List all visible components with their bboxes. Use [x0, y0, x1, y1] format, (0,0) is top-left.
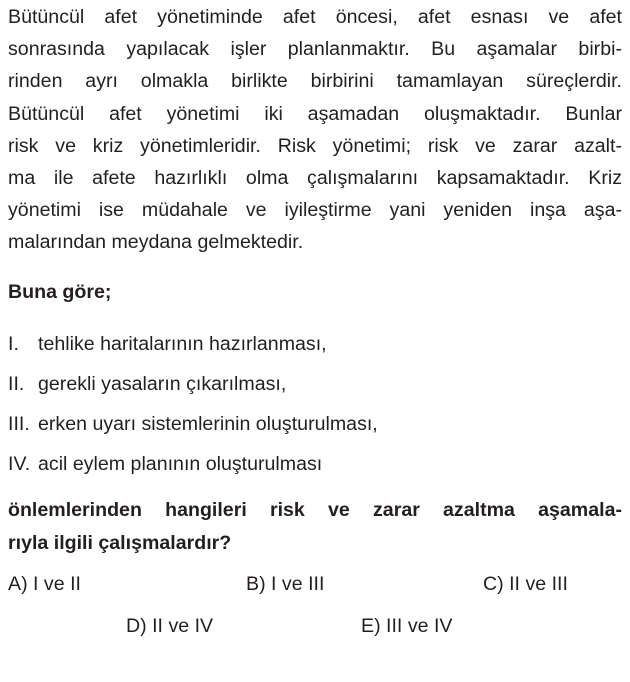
statement-numeral: III. — [8, 413, 30, 435]
passage-line: Bütüncül afet yönetimi iki aşamadan oluşmaktadır. Bunlar — [8, 102, 622, 125]
statement-item — [8, 368, 622, 408]
passage-line: rinden ayrı olmakla birlikte birbirini tamamlayan süreçlerdir. — [8, 70, 622, 93]
statement-list — [8, 328, 622, 489]
statement-item — [8, 448, 622, 488]
passage-paragraph — [8, 0, 622, 259]
lead-text: Buna göre; — [8, 280, 112, 303]
question-line: önlemlerinden hangileri risk ve zarar azaltma aşamala- — [8, 499, 622, 522]
passage-line: risk ve kriz yönetimleridir. Risk yönetimi; risk ve zarar azalt- — [8, 134, 622, 157]
option-c[interactable]: C) II ve III — [483, 572, 568, 595]
option-e[interactable]: E) III ve IV — [361, 614, 453, 637]
passage-line: Bütüncül afet yönetiminde afet öncesi, afet esnası ve afet — [8, 6, 622, 28]
statement-text: erken uyarı sistemlerinin oluşturulması, — [38, 413, 378, 435]
option-d[interactable]: D) II ve IV — [126, 614, 214, 637]
passage-line: yönetimi ise müdahale ve iyileştirme yani yeniden inşa aşa- — [8, 199, 622, 222]
question-stem — [8, 494, 622, 558]
option-a[interactable]: A) I ve II — [8, 572, 81, 595]
statement-text: tehlike haritalarının hazırlanması, — [38, 332, 327, 355]
statement-numeral: I. — [8, 332, 19, 355]
statement-text: acil eylem planının oluşturulması — [38, 453, 323, 476]
statement-numeral: II. — [8, 372, 25, 395]
passage-line: sonrasında yapılacak işler planlanmaktır. Bu aşamalar birbi- — [8, 38, 622, 61]
question-line: rıyla ilgili çalışmalardır? — [8, 531, 232, 554]
statement-item — [8, 408, 622, 448]
statement-text: gerekli yasaların çıkarılması, — [38, 372, 287, 395]
statement-item — [8, 328, 622, 368]
statement-numeral: IV. — [8, 453, 31, 476]
question-page — [8, 0, 622, 663]
passage-line: ma ile afete hazırlıklı olma çalışmalarını kapsamaktadır. Kriz — [8, 167, 622, 190]
answer-options — [8, 573, 622, 663]
option-b[interactable]: B) I ve III — [246, 572, 325, 595]
passage-line: malarından meydana gelmektedir. — [8, 231, 304, 254]
